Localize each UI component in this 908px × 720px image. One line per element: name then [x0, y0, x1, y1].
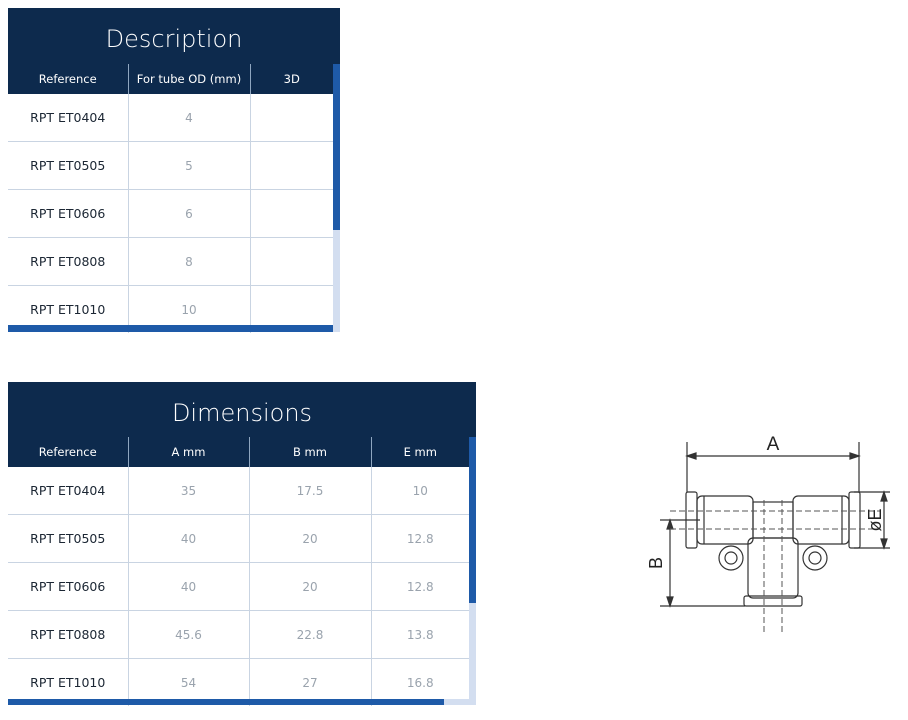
- 3d-cell[interactable]: [250, 94, 333, 142]
- e-mm-cell: 12.8: [371, 515, 469, 563]
- e-mm-cell: 10: [371, 467, 469, 515]
- e-mm-cell: 12.8: [371, 563, 469, 611]
- table-row: [8, 190, 333, 238]
- a-mm-cell: 40: [128, 515, 249, 563]
- description-header-row: [8, 64, 333, 94]
- description-table: [8, 64, 333, 333]
- table-row: [8, 515, 469, 563]
- description-panel: [8, 8, 340, 333]
- description-horizontal-scrollbar[interactable]: [8, 325, 333, 332]
- tube-od-cell: 6: [128, 190, 250, 238]
- reference-cell: RPT ET1010: [8, 659, 128, 707]
- b-mm-cell: 17.5: [249, 467, 371, 515]
- reference-cell: RPT ET1010: [8, 286, 128, 334]
- description-scrollbar-thumb[interactable]: [333, 64, 340, 230]
- dimension-e-label: øE: [865, 508, 885, 532]
- a-mm-cell: 45.6: [128, 611, 249, 659]
- a-mm-cell: 35: [128, 467, 249, 515]
- tee-fitting-drawing: [640, 430, 900, 640]
- table-row: [8, 563, 469, 611]
- tube-od-cell: 8: [128, 238, 250, 286]
- table-row: [8, 467, 469, 515]
- column-header-tube-od: For tube OD (mm): [128, 64, 250, 94]
- tube-od-cell: 10: [128, 286, 250, 334]
- dimensions-scrollbar-thumb[interactable]: [469, 437, 476, 603]
- column-header-reference: Reference: [8, 437, 128, 467]
- table-row: [8, 238, 333, 286]
- dimensions-horizontal-scrollbar-thumb[interactable]: [8, 699, 444, 705]
- dimensions-table: [8, 437, 469, 706]
- table-row: [8, 611, 469, 659]
- reference-cell: RPT ET0404: [30, 483, 106, 498]
- dimension-a-arrow-right: [850, 453, 859, 459]
- reference-cell: RPT ET0808: [8, 238, 128, 286]
- column-header-e-mm: E mm: [371, 437, 469, 467]
- reference-cell: RPT ET0505: [8, 515, 128, 563]
- dimension-a-arrow-left: [687, 453, 696, 459]
- column-header-b-mm: B mm: [249, 437, 371, 467]
- 3d-cell[interactable]: [250, 142, 333, 190]
- b-mm-cell: 20: [249, 515, 371, 563]
- column-header-a-mm: A mm: [128, 437, 249, 467]
- reference-cell: RPT ET0505: [8, 142, 128, 190]
- table-row: [8, 142, 333, 190]
- b-mm-cell: 22.8: [249, 611, 371, 659]
- dimension-b-label: B: [646, 556, 666, 570]
- table-row: [8, 94, 333, 142]
- reference-cell: RPT ET0808: [8, 611, 128, 659]
- e-mm-cell: 13.8: [371, 611, 469, 659]
- a-mm-cell: 54: [128, 659, 249, 707]
- b-mm-cell: 27: [249, 659, 371, 707]
- reference-cell: RPT ET0606: [8, 563, 128, 611]
- reference-cell: RPT ET0606: [8, 190, 128, 238]
- column-header-reference: Reference: [8, 64, 128, 94]
- 3d-cell[interactable]: [250, 238, 333, 286]
- dimensions-title: Dimensions: [8, 382, 476, 437]
- reference-cell: RPT ET0404: [30, 110, 106, 125]
- b-mm-cell: 20: [249, 563, 371, 611]
- dimension-a-label: A: [766, 434, 780, 455]
- column-header-3d: 3D: [250, 64, 333, 94]
- tube-od-cell: 5: [128, 142, 250, 190]
- e-mm-cell: 16.8: [371, 659, 469, 707]
- description-title: Description: [8, 8, 340, 64]
- dimensions-panel: [8, 382, 476, 706]
- dimensions-header-row: [8, 437, 469, 467]
- 3d-cell[interactable]: [250, 190, 333, 238]
- tube-od-cell: 4: [128, 94, 250, 142]
- a-mm-cell: 40: [128, 563, 249, 611]
